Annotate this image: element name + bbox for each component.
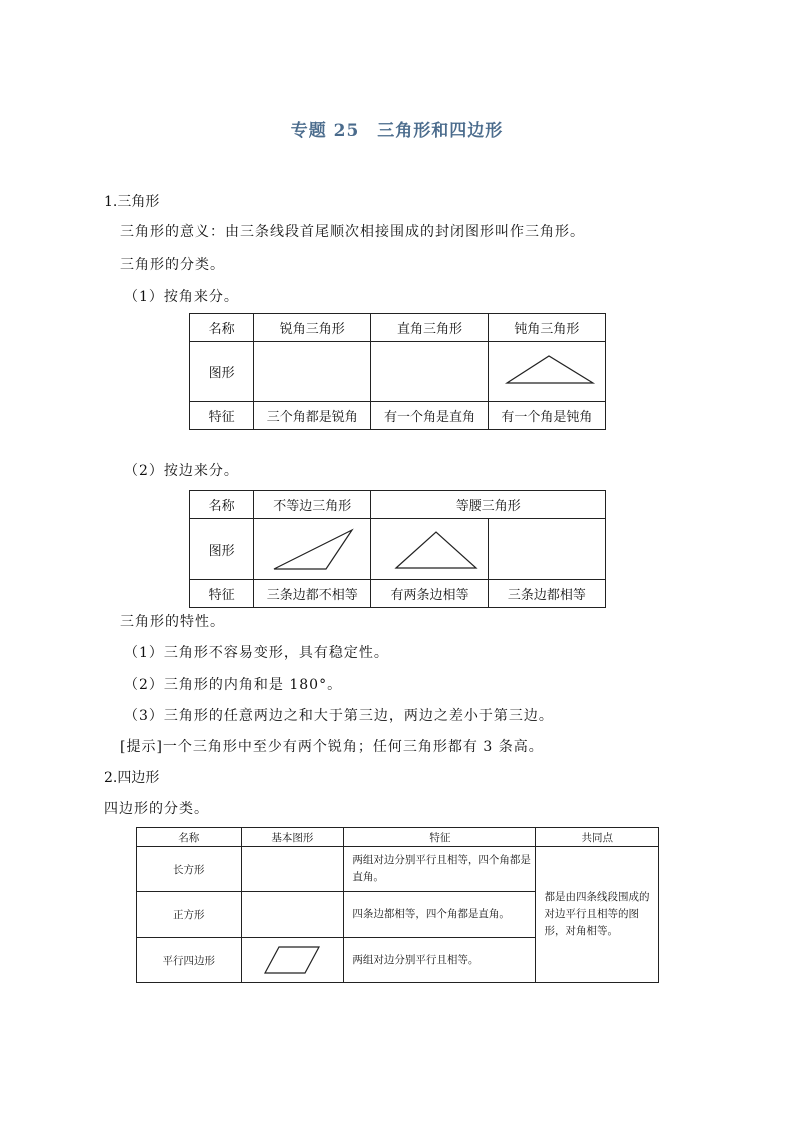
row-label-figure: 图形 <box>190 519 254 580</box>
feature-isosceles: 有两条边相等 <box>371 580 488 608</box>
parallelogram-name: 平行四边形 <box>137 938 242 983</box>
by-angle-heading: （1）按角来分。 <box>124 289 239 305</box>
property-3: （3）三角形的任意两边之和大于第三边，两边之差小于第三边。 <box>124 708 554 724</box>
equilateral-figure-cell <box>488 519 605 580</box>
header-acute: 锐角三角形 <box>254 314 371 342</box>
property-2: （2）三角形的内角和是 180°。 <box>124 677 343 693</box>
header-isosceles: 等腰三角形 <box>371 491 606 519</box>
square-feature: 四条边都相等，四个角都是直角。 <box>344 892 536 938</box>
header-feature: 特征 <box>344 828 536 847</box>
scalene-figure-cell <box>254 519 371 580</box>
by-side-heading: （2）按边来分。 <box>124 463 239 479</box>
row-label-figure: 图形 <box>190 342 254 402</box>
triangle-classification: 三角形的分类。 <box>120 257 225 273</box>
feature-scalene: 三条边都不相等 <box>254 580 371 608</box>
rectangle-figure-cell <box>241 847 344 892</box>
header-name: 名称 <box>137 828 242 847</box>
header-common: 共同点 <box>536 828 659 847</box>
quadrilateral-table <box>136 827 659 983</box>
row-label-feature: 特征 <box>190 580 254 608</box>
section-heading-quadrilateral: 2.四边形 <box>104 770 160 786</box>
section-heading-triangle: 1.三角形 <box>104 194 160 210</box>
row-label-feature: 特征 <box>190 402 254 430</box>
header-name: 名称 <box>190 314 254 342</box>
feature-right: 有一个角是直角 <box>371 402 488 430</box>
triangle-side-table <box>189 490 606 608</box>
rectangle-name: 长方形 <box>137 847 242 892</box>
parallelogram-figure-cell <box>241 938 344 983</box>
triangle-properties-heading: 三角形的特性。 <box>120 614 225 630</box>
triangle-angle-table <box>189 313 606 430</box>
right-figure-cell <box>371 342 488 402</box>
feature-acute: 三个角都是锐角 <box>254 402 371 430</box>
triangle-meaning: 三角形的意义：由三条线段首尾顺次相接围成的封闭图形叫作三角形。 <box>120 224 585 240</box>
isosceles-figure-cell <box>371 519 488 580</box>
parallelogram-feature: 两组对边分别平行且相等。 <box>344 938 536 983</box>
feature-equilateral: 三条边都相等 <box>488 580 605 608</box>
feature-obtuse: 有一个角是钝角 <box>488 402 605 430</box>
square-name: 正方形 <box>137 892 242 938</box>
parallelogram-figure <box>257 943 327 977</box>
square-figure-cell <box>241 892 344 938</box>
scalene-triangle-figure <box>262 524 362 574</box>
obtuse-triangle-figure <box>497 351 597 393</box>
acute-figure-cell <box>254 342 371 402</box>
tip-note: [提示]一个三角形中至少有两个锐角；任何三角形都有 3 条高。 <box>120 739 544 755</box>
quadrilateral-classification: 四边形的分类。 <box>104 801 209 817</box>
common-feature: 都是由四条线段围成的对边平行且相等的图形，对角相等。 <box>536 847 659 983</box>
header-obtuse: 钝角三角形 <box>488 314 605 342</box>
header-figure: 基本图形 <box>241 828 344 847</box>
header-right: 直角三角形 <box>371 314 488 342</box>
header-scalene: 不等边三角形 <box>254 491 371 519</box>
header-name: 名称 <box>190 491 254 519</box>
page-title: 专题 25 三角形和四边形 <box>290 121 504 141</box>
rectangle-feature: 两组对边分别平行且相等，四个角都是直角。 <box>344 847 536 892</box>
obtuse-figure-cell <box>488 342 605 402</box>
isosceles-triangle-figure <box>380 524 480 574</box>
property-1: （1）三角形不容易变形，具有稳定性。 <box>124 645 389 661</box>
